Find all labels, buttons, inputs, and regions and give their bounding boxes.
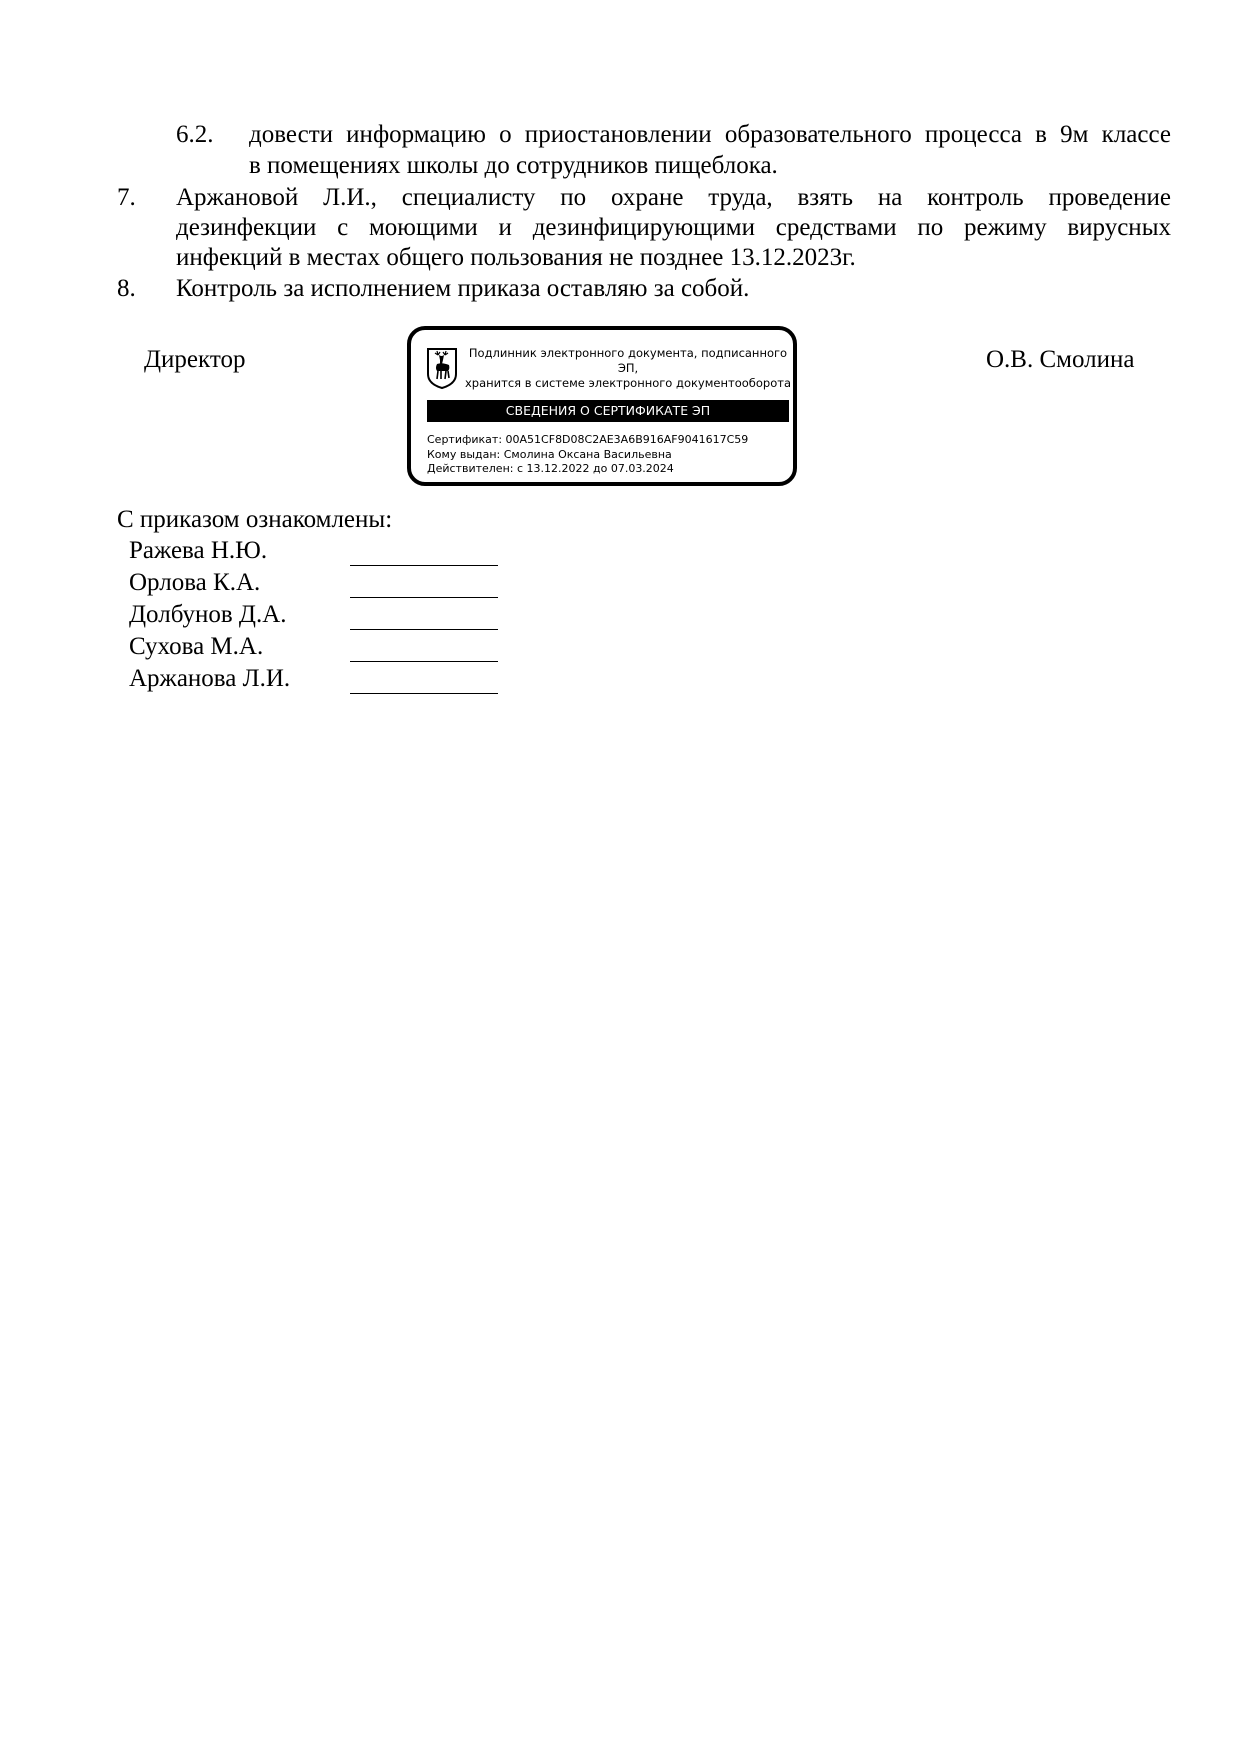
- stamp-certificate-number: Сертификат: 00A51CF8D08C2AE3A6B916AF9041617C59: [427, 433, 749, 446]
- acknowledgement-name: Аржанова Л.И.: [129, 665, 291, 692]
- stamp-header: [463, 346, 793, 391]
- signature-blank-line: [350, 629, 498, 630]
- item-6-2-text-line-1: довести информацию о приостановлении образовательного процесса в 9м классе: [249, 121, 1171, 148]
- item-8-text: Контроль за исполнением приказа оставляю за собой.: [176, 275, 750, 302]
- item-8-number: 8.: [117, 275, 136, 302]
- item-7-number: 7.: [117, 184, 136, 211]
- item-6-2-number: 6.2.: [176, 121, 214, 148]
- item-7-text-line-3: инфекций в местах общего пользования не позднее 13.12.2023г.: [176, 244, 856, 271]
- acknowledgement-name: Орлова К.А.: [129, 569, 261, 596]
- stamp-header-line-1: Подлинник электронного документа, подписанного ЭП,: [468, 346, 788, 375]
- acknowledgement-title: С приказом ознакомлены:: [117, 506, 393, 533]
- acknowledgement-name: Долбунов Д.А.: [129, 601, 287, 628]
- item-7-text-line-2: дезинфекции с моющими и дезинфицирующими средствами по режиму вирусных: [176, 214, 1171, 241]
- acknowledgement-name: Сухова М.А.: [129, 633, 264, 660]
- electronic-signature-stamp: [407, 326, 797, 486]
- stamp-header-line-2: хранится в системе электронного документооборота: [465, 376, 791, 390]
- stamp-certificate-bar: СВЕДЕНИЯ О СЕРТИФИКАТЕ ЭП: [427, 400, 789, 422]
- signature-blank-line: [350, 661, 498, 662]
- nizhny-novgorod-deer-crest-icon: [425, 346, 459, 390]
- item-7-text-line-1: Аржановой Л.И., специалисту по охране труда, взять на контроль проведение: [176, 184, 1171, 211]
- signature-position: Директор: [144, 346, 246, 373]
- stamp-certificate-info: [427, 433, 748, 477]
- item-6-2-text-line-2: в помещениях школы до сотрудников пищеблока.: [249, 152, 778, 179]
- signature-blank-line: [350, 565, 498, 566]
- stamp-valid-dates: Действителен: с 13.12.2022 до 07.03.2024: [427, 462, 674, 475]
- signature-blank-line: [350, 597, 498, 598]
- signature-name: О.В. Смолина: [986, 346, 1135, 373]
- signature-blank-line: [350, 693, 498, 694]
- acknowledgement-name: Ражева Н.Ю.: [129, 537, 268, 564]
- stamp-issued-to: Кому выдан: Смолина Оксана Васильевна: [427, 447, 672, 461]
